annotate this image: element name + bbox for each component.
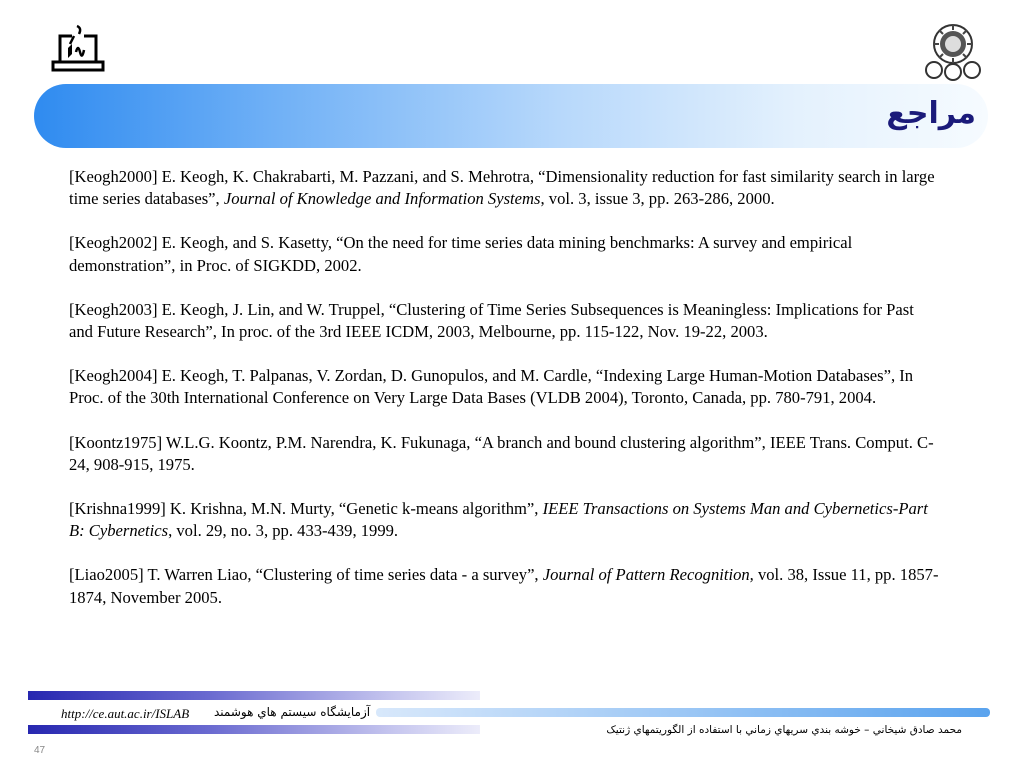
reference-item [69,564,941,608]
reference-journal: Journal of Knowledge and Information Systems [223,189,541,209]
reference-item [69,498,941,542]
footer-decor-bar-bottom [28,725,480,734]
reference-text: [Keogh2003] E. Keogh, J. Lin, and W. Truppel, “Clustering of Time Series Subsequences is Meaningless: Implications for Past and Future Research”, In proc. of the 3rd IEEE ICDM, 2003, Melbourne, pp. 115-122, Nov. 19-22, 2003. [69,299,914,342]
reference-text: [Keogh2004] E. Keogh, T. Palpanas, V. Zordan, D. Gunopulos, and M. Cardle, “Indexing Large Human-Motion Databases”, In Proc. of the 30th International Conference on Very Large Data Bases (VLDB 2004), Toronto, Canada, pp. 780-791, 2004. [69,366,914,408]
footer-decor-bar-top [28,691,480,700]
reference-item [69,166,941,210]
reference-item [69,432,941,476]
reference-journal: Journal of Pattern Recognition, [542,565,754,585]
page-number: 47 [34,745,46,756]
reference-item [69,232,941,276]
reference-text-tail: vol. 38, Issue 11, pp. 1857-1874, November 2005. [69,565,939,607]
university-emblem-icon [922,22,984,82]
reference-text: [Keogh2002] E. Keogh, and S. Kasetty, “On the need for time series data mining benchmarks: A survey and empirical demonstration”, in Proc. of SIGKDD, 2002. [69,233,853,275]
reference-text-tail: , vol. 3, issue 3, pp. 263-286, 2000. [540,189,775,209]
footer-url-link[interactable]: http://ce.aut.ac.ir/ISLAB [61,706,190,721]
lab-logo-icon [50,22,108,80]
references-list [69,166,941,631]
reference-text: [Liao2005] T. Warren Liao, “Clustering of time series data - a survey”, [69,565,543,585]
reference-item [69,365,941,409]
reference-text: [Koontz1975] W.L.G. Koontz, P.M. Narendra, K. Fukunaga, “A branch and bound clustering algorithm”, IEEE Trans. Comput. C-24, 908-915, 1975. [69,432,934,474]
reference-text: [Krishna1999] K. Krishna, M.N. Murty, “Genetic k-means algorithm”, [69,499,543,519]
reference-journal: IEEE Transactions on Systems Man and Cybernetics-Part B: Cybernetics [69,499,928,541]
footer-author-line: محمد صادق شيخاني – خوشه بندي سريهاي زماني با استفاده از الگوريتمهاي ژنتيک [606,724,962,736]
slide-title: مراجع [886,96,976,131]
title-bar [34,84,988,148]
reference-item [69,299,941,343]
footer-decor-bar-right [376,708,990,717]
footer-lab-name: آزمايشگاه سيستم هاي هوشمند [214,705,371,719]
reference-text-tail: , vol. 29, no. 3, pp. 433-439, 1999. [168,521,399,541]
reference-text: [Keogh2000] E. Keogh, K. Chakrabarti, M. Pazzani, and S. Mehrotra, “Dimensionality reduction for fast similarity search in large time series databases”, [69,167,935,209]
